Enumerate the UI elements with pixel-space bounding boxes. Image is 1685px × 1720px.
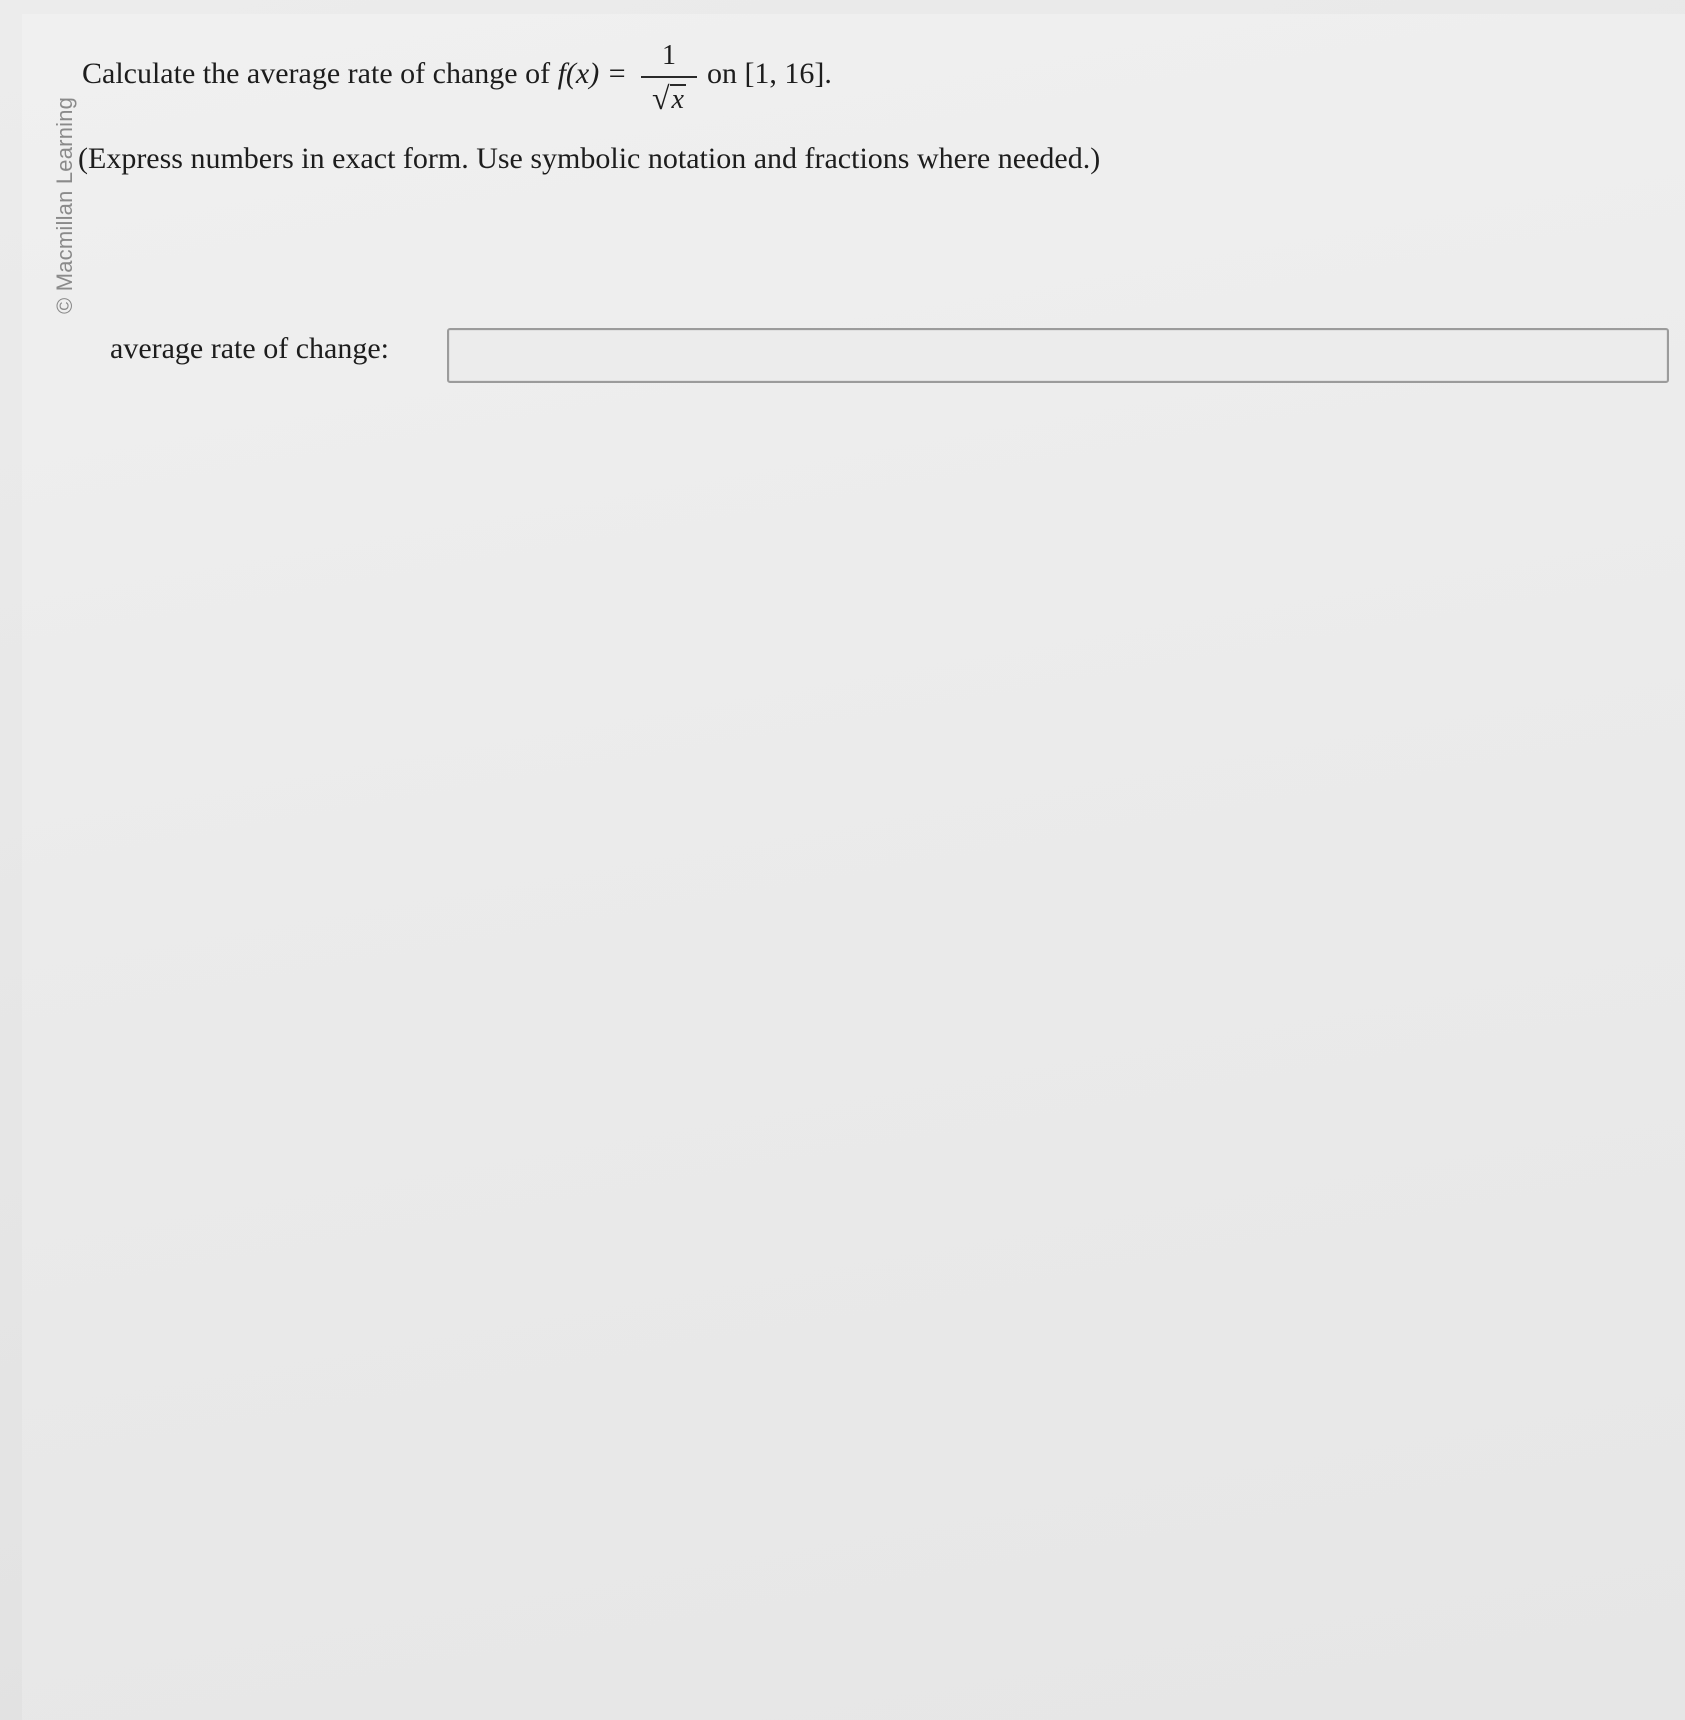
copyright-watermark: © Macmillan Learning <box>52 96 77 314</box>
fraction-denominator <box>652 78 686 114</box>
function-fraction <box>641 42 697 114</box>
instruction-text: (Express numbers in exact form. Use symbolic notation and fractions where needed.) <box>78 142 1101 175</box>
answer-label: average rate of change: <box>110 332 389 365</box>
function-name: f(x) = <box>557 57 627 90</box>
fraction-numerator: 1 <box>661 40 676 71</box>
question-text <box>82 38 832 116</box>
radicand: x <box>671 84 684 115</box>
question-panel <box>22 14 1685 1720</box>
answer-input[interactable] <box>447 328 1669 383</box>
square-root-icon: √ <box>651 80 670 116</box>
question-prefix: Calculate the average rate of change of <box>82 57 551 90</box>
question-interval: on [1, 16]. <box>706 57 832 90</box>
